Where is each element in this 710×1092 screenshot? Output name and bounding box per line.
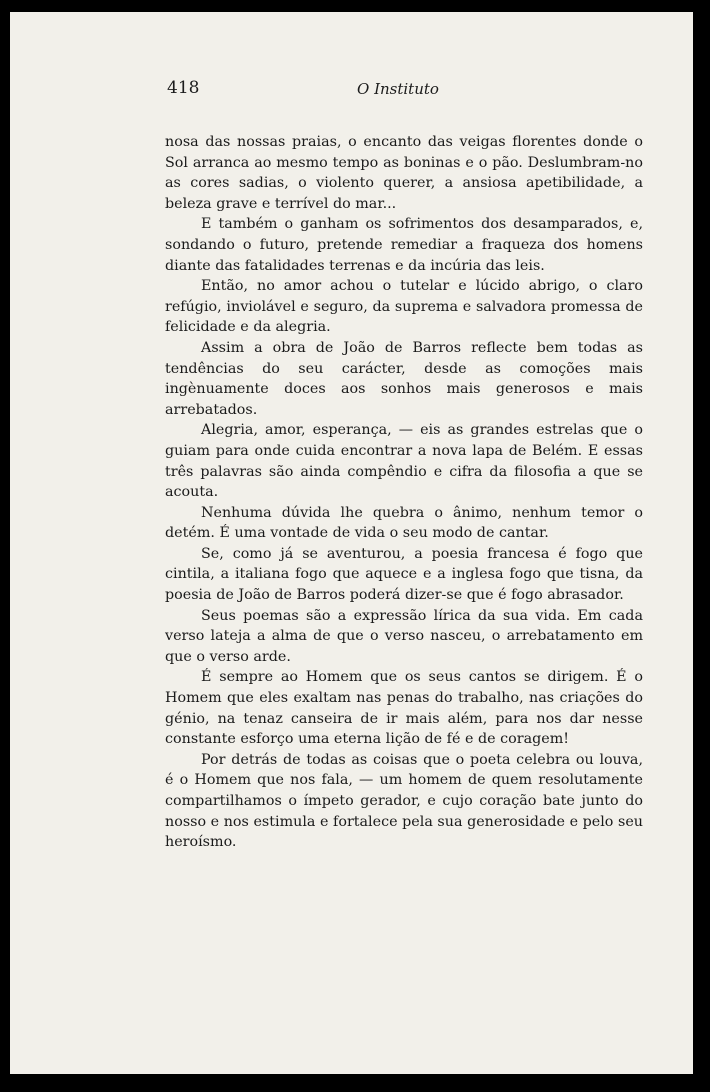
paragraph: Nenhuma dúvida lhe quebra o ânimo, nenhum temor o detém. É uma vontade de vida o seu modo de cantar.	[165, 504, 643, 542]
paragraph: E também o ganham os sofrimentos dos desamparados, e, sondando o futuro, pretende remediar a fraqueza dos homens diante das fatalidades terrenas e da incúria das leis.	[165, 216, 643, 274]
paragraph: Assim a obra de João de Barros reflecte bem todas as tendências do seu carácter, desde as comoções mais ingènuamente doces aos sonhos mais generosos e mais arrebatados.	[165, 339, 643, 418]
paragraph: Seus poemas são a expressão lírica da sua vida. Em cada verso lateja a alma de que o verso nasceu, o arrebatamento em que o verso arde.	[165, 607, 643, 665]
running-title: O Instituto	[357, 80, 439, 98]
paragraph: Se, como já se aventurou, a poesia francesa é fogo que cintila, a italiana fogo que aquece e a inglesa fogo que tisna, da poesia de João de Barros poderá dizer-se que é fogo abrasador.	[165, 545, 643, 604]
book-page	[10, 12, 693, 1074]
paragraph: É sempre ao Homem que os seus cantos se dirigem. É o Homem que eles exaltam nas penas do trabalho, nas criações do génio, na tenaz canseira de ir mais além, para nos dar nesse constante esforço uma eterna lição de fé e de coragem!	[165, 669, 643, 748]
paragraph: nosa das nossas praias, o encanto das veigas florentes donde o Sol arranca ao mesmo tempo as boninas e o pão. Deslumbram-no as cores sadias, o violento querer, a ansiosa apetibilidade, a beleza grave e terrível do mar...	[165, 134, 643, 212]
page-number: 418	[167, 78, 200, 98]
page-header	[167, 78, 637, 100]
body-text	[165, 132, 643, 853]
paragraph: Por detrás de todas as coisas que o poeta celebra ou louva, é o Homem que nos fala, — um homem de quem resolutamente compartilhamos o ímpeto gerador, e cujo coração bate junto do nosso e nos estimula e fortalece pela sua generosidade e pelo seu heroísmo.	[165, 751, 643, 851]
paragraph: Alegria, amor, esperança, — eis as grandes estrelas que o guiam para onde cuida encontrar a nova lapa de Belém. E essas três palavras são ainda compêndio e cifra da filosofia a que se acouta.	[165, 422, 643, 501]
paragraph: Então, no amor achou o tutelar e lúcido abrigo, o claro refúgio, inviolável e seguro, da suprema e salvadora promessa de felicidade e da alegria.	[165, 278, 643, 336]
